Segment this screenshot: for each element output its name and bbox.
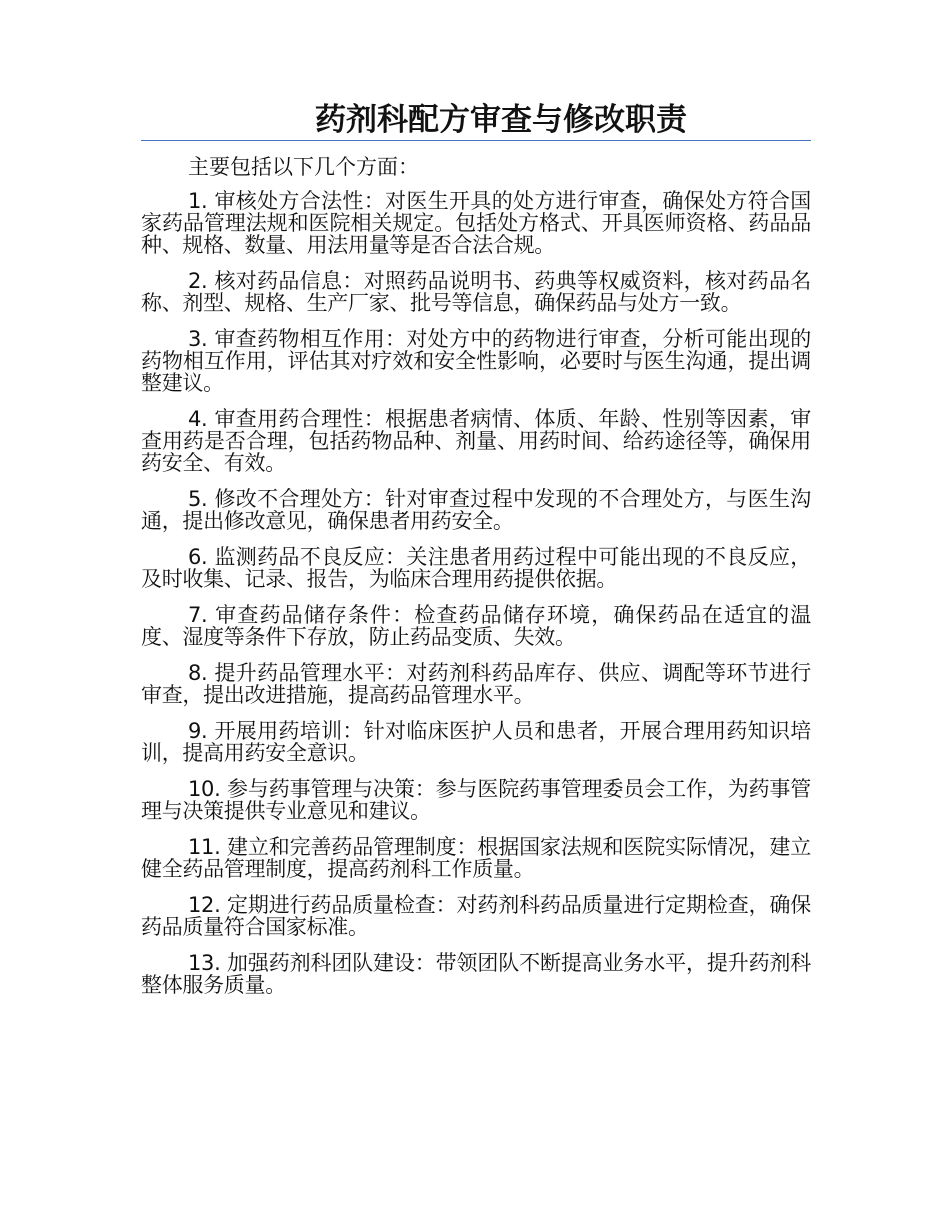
duty-item-2: 2. 核对药品信息：对照药品说明书、药典等权威资料，核对药品名称、剂型、规格、生产厂家、批号等信息，确保药品与处方一致。 [141, 269, 811, 315]
title-underline [141, 140, 811, 141]
duty-item-8: 8. 提升药品管理水平：对药剂科药品库存、供应、调配等环节进行审查，提出改进措施，提高药品管理水平。 [141, 661, 811, 707]
document-page [141, 100, 811, 1010]
duty-item-9: 9. 开展用药培训：针对临床医护人员和患者，开展合理用药知识培训，提高用药安全意识。 [141, 719, 811, 765]
duty-item-7: 7. 审查药品储存条件：检查药品储存环境，确保药品在适宜的温度、湿度等条件下存放，防止药品变质、失效。 [141, 603, 811, 649]
duty-item-10: 10. 参与药事管理与决策：参与医院药事管理委员会工作，为药事管理与决策提供专业意见和建议。 [141, 777, 811, 823]
duty-item-3: 3. 审查药物相互作用：对处方中的药物进行审查，分析可能出现的药物相互作用，评估其对疗效和安全性影响，必要时与医生沟通，提出调整建议。 [141, 327, 811, 395]
duty-item-1: 1. 审核处方合法性：对医生开具的处方进行审查，确保处方符合国家药品管理法规和医院相关规定。包括处方格式、开具医师资格、药品品种、规格、数量、用法用量等是否合法合规。 [141, 189, 811, 257]
duty-item-5: 5. 修改不合理处方：针对审查过程中发现的不合理处方，与医生沟通，提出修改意见，确保患者用药安全。 [141, 487, 811, 533]
intro-paragraph: 主要包括以下几个方面： [188, 155, 419, 179]
duty-item-13: 13. 加强药剂科团队建设：带领团队不断提高业务水平，提升药剂科整体服务质量。 [141, 951, 811, 997]
duty-item-4: 4. 审查用药合理性：根据患者病情、体质、年龄、性别等因素，审查用药是否合理，包括药物品种、剂量、用药时间、给药途径等，确保用药安全、有效。 [141, 407, 811, 475]
duty-item-6: 6. 监测药品不良反应：关注患者用药过程中可能出现的不良反应，及时收集、记录、报告，为临床合理用药提供依据。 [141, 545, 811, 591]
duty-item-11: 11. 建立和完善药品管理制度：根据国家法规和医院实际情况，建立健全药品管理制度，提高药剂科工作质量。 [141, 835, 811, 881]
document-title: 药剂科配方审查与修改职责 [315, 102, 687, 138]
duty-item-12: 12. 定期进行药品质量检查：对药剂科药品质量进行定期检查，确保药品质量符合国家标准。 [141, 893, 811, 939]
